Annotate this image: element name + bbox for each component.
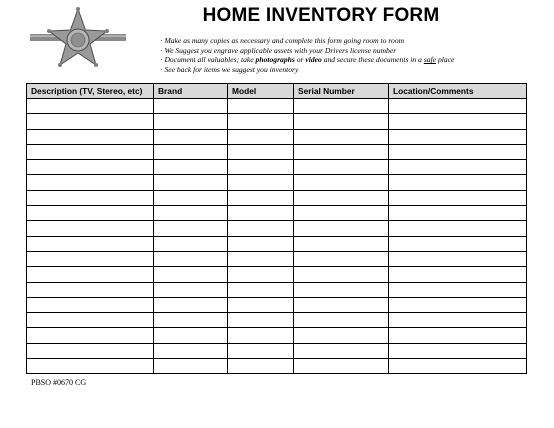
table-cell[interactable] [389,206,527,221]
table-cell[interactable] [228,129,294,144]
table-cell[interactable] [154,313,228,328]
table-row [27,313,527,328]
table-row [27,160,527,175]
table-cell[interactable] [228,114,294,129]
table-cell[interactable] [294,160,389,175]
table-row [27,328,527,343]
table-cell[interactable] [228,99,294,114]
column-header: Serial Number [294,84,389,99]
table-cell[interactable] [389,267,527,282]
instruction-text: See back for items we suggest you inventory [164,64,299,74]
table-cell[interactable] [154,114,228,129]
table-cell[interactable] [389,297,527,312]
table-cell[interactable] [294,144,389,159]
table-cell[interactable] [154,160,228,175]
table-cell[interactable] [154,144,228,159]
table-cell[interactable] [294,206,389,221]
table-cell[interactable] [27,236,154,251]
table-cell[interactable] [228,190,294,205]
table-cell[interactable] [228,160,294,175]
table-cell[interactable] [154,175,228,190]
form-code: PBSO #0670 CG [31,378,87,387]
table-cell[interactable] [389,313,527,328]
table-cell[interactable] [389,160,527,175]
table-cell[interactable] [27,343,154,358]
table-cell[interactable] [27,328,154,343]
table-cell[interactable] [154,297,228,312]
table-cell[interactable] [389,114,527,129]
table-row [27,175,527,190]
instruction-text: or [294,55,306,65]
table-cell[interactable] [228,282,294,297]
table-row [27,267,527,282]
table-row [27,343,527,358]
table-cell[interactable] [389,190,527,205]
table-row [27,359,527,374]
table-cell[interactable] [294,175,389,190]
table-cell[interactable] [27,129,154,144]
table-cell[interactable] [294,282,389,297]
table-cell[interactable] [228,313,294,328]
table-cell[interactable] [27,144,154,159]
instruction-item [160,46,454,56]
table-cell[interactable] [294,221,389,236]
table-cell[interactable] [294,251,389,266]
column-header: Location/Comments [389,84,527,99]
table-row [27,251,527,266]
table-cell[interactable] [389,99,527,114]
column-header: Model [228,84,294,99]
table-cell[interactable] [228,359,294,374]
table-cell[interactable] [154,221,228,236]
table-cell[interactable] [154,359,228,374]
table-cell[interactable] [228,175,294,190]
table-cell[interactable] [154,129,228,144]
table-cell[interactable] [27,313,154,328]
table-cell[interactable] [27,282,154,297]
table-cell[interactable] [389,282,527,297]
table-cell[interactable] [27,114,154,129]
table-cell[interactable] [154,267,228,282]
table-cell[interactable] [154,282,228,297]
column-header: Brand [154,84,228,99]
table-row [27,282,527,297]
table-header-row [27,84,527,99]
instruction-text: and secure these documents in a [321,55,424,65]
table-row [27,236,527,251]
table-cell[interactable] [27,175,154,190]
instruction-text: safe [423,55,437,65]
table-cell[interactable] [27,251,154,266]
table-cell[interactable] [228,144,294,159]
table-cell[interactable] [294,328,389,343]
table-row [27,206,527,221]
table-cell[interactable] [294,359,389,374]
table-cell[interactable] [228,328,294,343]
table-cell[interactable] [294,190,389,205]
table-cell[interactable] [27,190,154,205]
instruction-text: Make as many copies as necessary and complete this form going room to room [164,36,405,45]
table-cell[interactable] [154,251,228,266]
table-row [27,190,527,205]
table-cell[interactable] [294,343,389,358]
table-row [27,297,527,312]
instruction-text: video [305,55,322,65]
table-cell[interactable] [154,236,228,251]
table-cell[interactable] [228,267,294,282]
instruction-text: Document all valuables; take [164,55,256,65]
table-row [27,114,527,129]
table-cell[interactable] [154,206,228,221]
page-title: HOME INVENTORY FORM [202,5,440,26]
instruction-item [160,55,454,65]
table-cell[interactable] [228,206,294,221]
sheriff-star-badge-icon [30,7,126,79]
table-cell[interactable] [389,236,527,251]
table-cell[interactable] [389,144,527,159]
table-cell[interactable] [154,190,228,205]
table-cell[interactable] [228,251,294,266]
table-cell[interactable] [389,359,527,374]
table-cell[interactable] [228,236,294,251]
table-cell[interactable] [228,343,294,358]
table-cell[interactable] [389,221,527,236]
table-cell[interactable] [294,313,389,328]
table-cell[interactable] [228,297,294,312]
table-cell[interactable] [389,251,527,266]
table-cell[interactable] [154,328,228,343]
table-cell[interactable] [294,297,389,312]
table-row [27,99,527,114]
table-cell[interactable] [154,343,228,358]
instruction-item [160,36,454,46]
table-cell[interactable] [389,129,527,144]
table-cell[interactable] [294,129,389,144]
table-cell[interactable] [27,297,154,312]
instruction-text: photographs [255,55,295,65]
table-cell[interactable] [389,175,527,190]
table-cell[interactable] [27,267,154,282]
table-cell[interactable] [294,267,389,282]
instruction-text: place [436,55,455,65]
table-cell[interactable] [228,221,294,236]
table-cell[interactable] [389,328,527,343]
table-cell[interactable] [294,236,389,251]
column-header: Description (TV, Stereo, etc) [27,84,154,99]
table-cell[interactable] [27,99,154,114]
instruction-item [160,65,454,75]
instructions-list [160,36,454,74]
inventory-table [26,83,527,374]
table-cell[interactable] [27,221,154,236]
table-cell[interactable] [294,99,389,114]
table-row [27,144,527,159]
table-cell[interactable] [294,114,389,129]
instruction-text: We Suggest you engrave applicable assets with your Drivers license number [164,45,397,55]
table-cell[interactable] [27,359,154,374]
table-cell[interactable] [27,160,154,175]
table-row [27,221,527,236]
table-cell[interactable] [389,343,527,358]
table-row [27,129,527,144]
table-cell[interactable] [27,206,154,221]
table-cell[interactable] [154,99,228,114]
